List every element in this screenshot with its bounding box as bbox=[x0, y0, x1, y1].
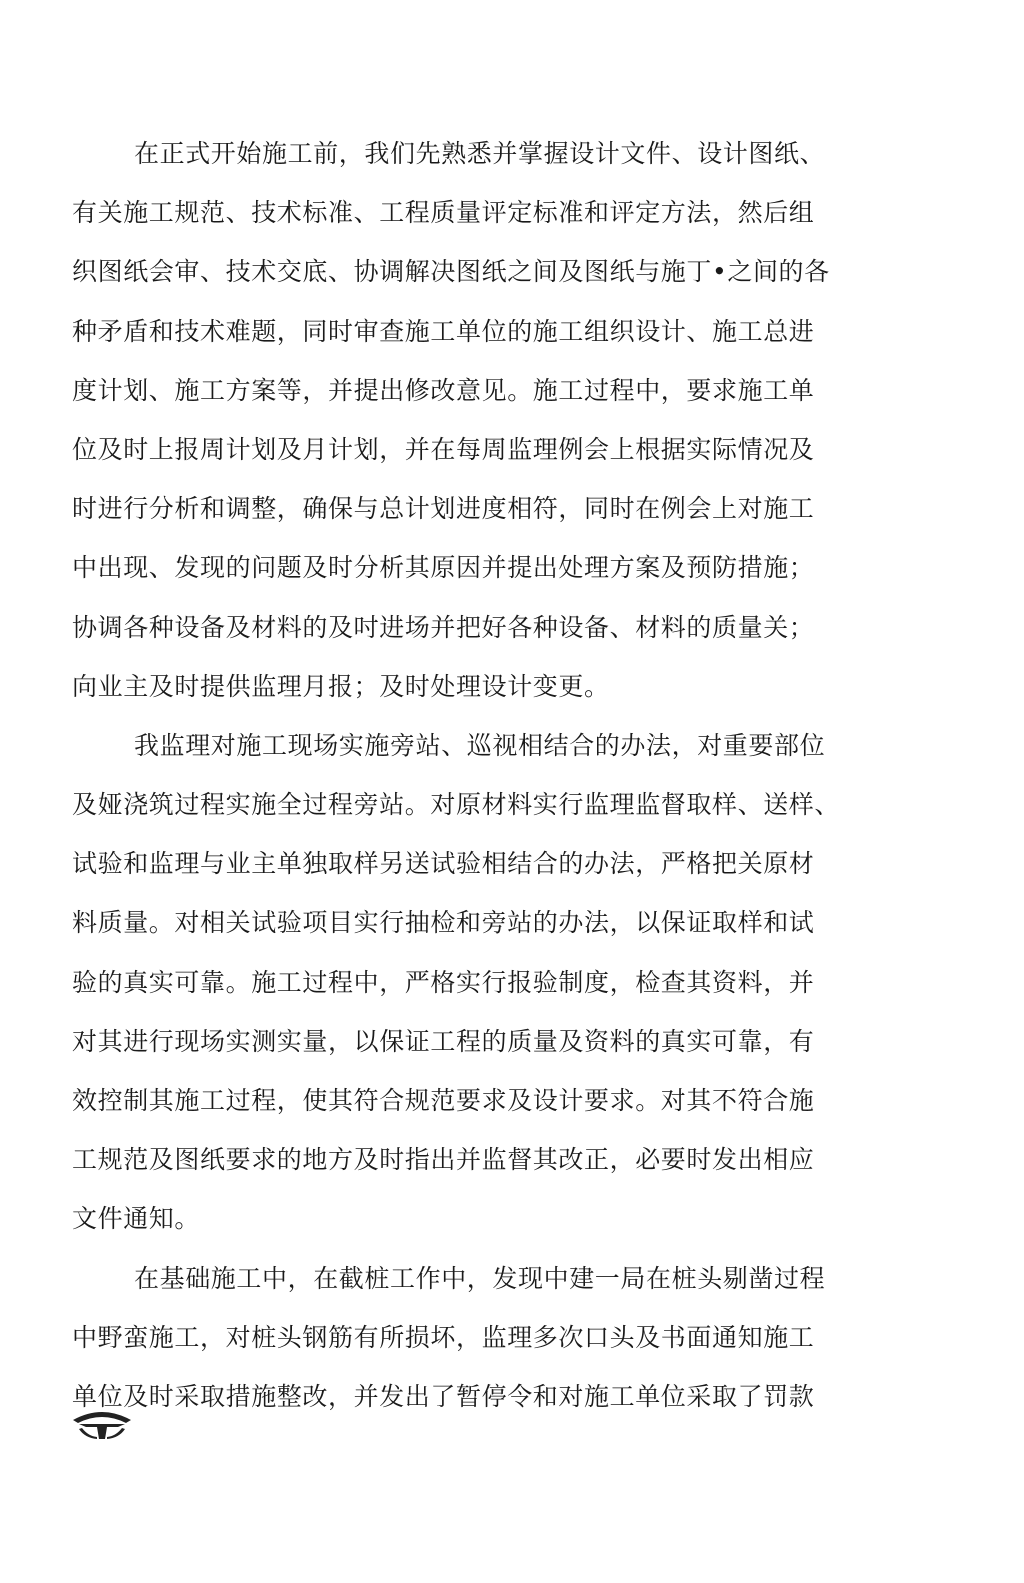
text-line: 试验和监理与业主单独取样另送试验相结合的办法，严格把关原材 bbox=[72, 849, 815, 879]
text-line: 中出现、发现的问题及时分析其原因并提出处理方案及预防措施； bbox=[72, 553, 815, 583]
text-line: 向业主及时提供监理月报；及时处理设计变更。 bbox=[72, 671, 610, 701]
paragraph-2 bbox=[72, 716, 872, 1249]
text-line: 种矛盾和技术难题，同时审查施工单位的施工组织设计、施工总进 bbox=[72, 316, 815, 346]
document-body bbox=[72, 124, 872, 1426]
text-line: 及娅浇筑过程实施全过程旁站。对原材料实行监理监督取样、送样、 bbox=[72, 790, 841, 820]
text-line: 效控制其施工过程，使其符合规范要求及设计要求。对其不符合施 bbox=[72, 1086, 815, 1115]
text-line: 织图纸会审、技术交底、协调解决图纸之间及图纸与施丁•之间的各 bbox=[72, 257, 830, 287]
text-line: 单位及时采取措施整改，并发出了暂停令和对施工单位采取了罚款 bbox=[72, 1381, 815, 1411]
text-line: 在正式开始施工前，我们先熟悉并掌握设计文件、设计图纸、 bbox=[134, 139, 826, 168]
text-line: 度计划、施工方案等，并提出修改意见。施工过程中，要求施工单 bbox=[72, 375, 815, 405]
paragraph-3 bbox=[72, 1249, 872, 1427]
text-line: 协调各种设备及材料的及吋进场并把好各种设备、材料的质量关； bbox=[72, 612, 815, 642]
text-line: 在基础施工中，在截桩工作中，发现中建一局在桩头剔凿过程 bbox=[134, 1263, 826, 1293]
text-line: 有关施工规范、技术标准、工程质量评定标准和评定方法，然后组 bbox=[72, 198, 815, 228]
text-line: 料质量。对相关试验项目实行抽检和旁站的办法，以保证取样和试 bbox=[72, 908, 815, 938]
text-line: 中野蛮施工，对桩头钢筋有所损坏，监理多次口头及书面通知施工 bbox=[72, 1322, 815, 1352]
text-line: 文件通知。 bbox=[72, 1204, 201, 1234]
text-line: 位及时上报周计划及月计划，并在每周监理例会上根据实际情况及 bbox=[72, 434, 815, 464]
arch-logo-icon bbox=[70, 1403, 134, 1441]
text-line: 验的真实可靠。施工过程中，严格实行报验制度，检查其资料，并 bbox=[72, 967, 815, 997]
text-line: 对其进行现场实测实量，以保证工程的质量及资料的真实可靠，有 bbox=[72, 1026, 815, 1056]
arch-logo-graphic bbox=[70, 1403, 134, 1441]
text-line: 时进行分析和调整，确保与总计划进度相符，同时在例会上对施工 bbox=[72, 494, 815, 524]
text-line: 工规范及图纸要求的地方及时指出并监督其改正，必要时发出相应 bbox=[72, 1145, 815, 1175]
text-line: 我监理对施工现场实施旁站、巡视相结合的办法，对重要部位 bbox=[134, 730, 826, 760]
paragraph-1 bbox=[72, 124, 872, 716]
